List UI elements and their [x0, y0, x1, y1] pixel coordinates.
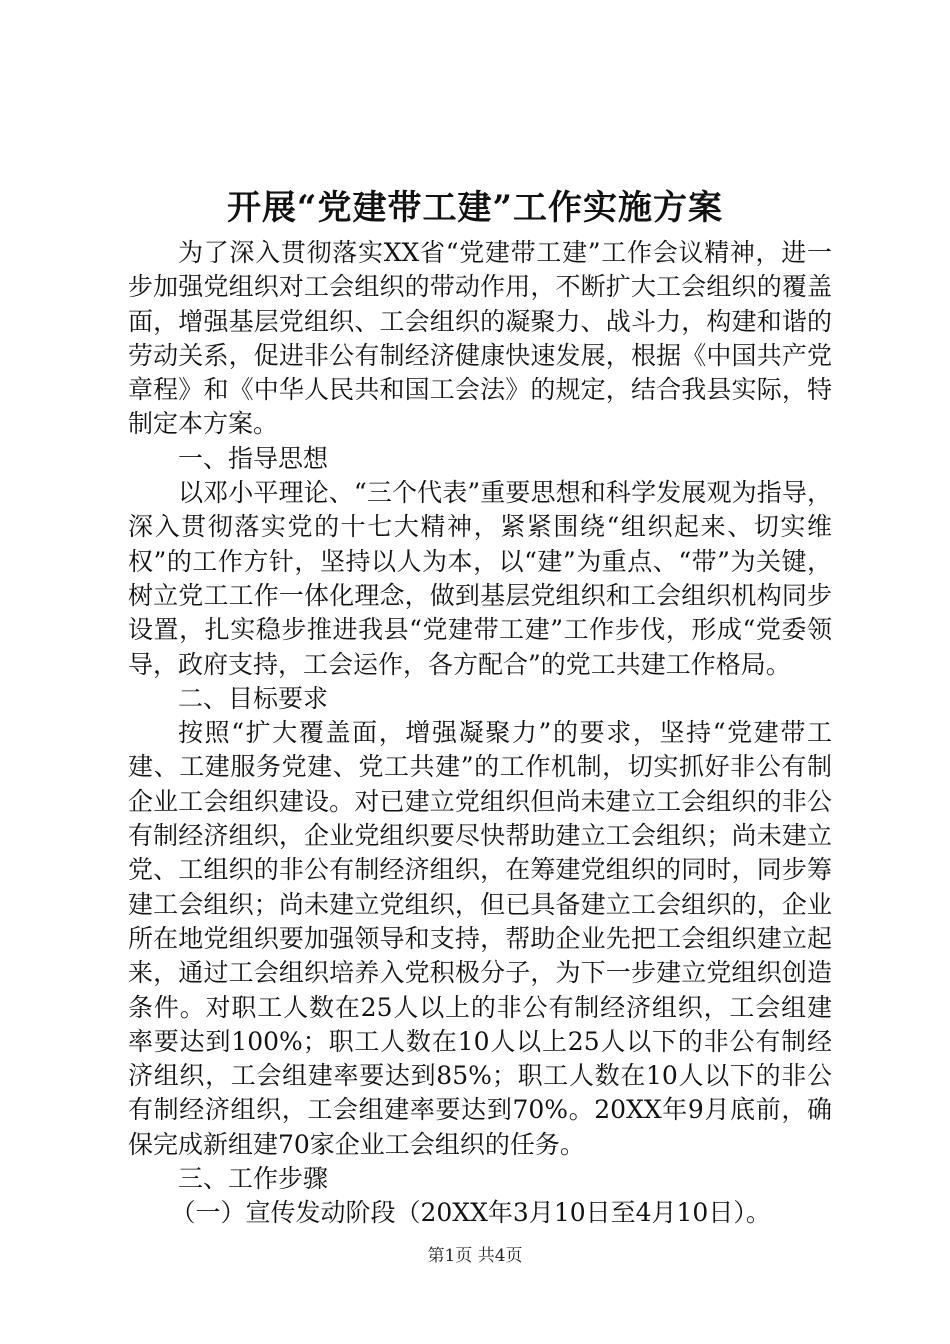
work-step-1-paragraph: （一）宣传发动阶段（20XX年3月10日至4月10日）。: [170, 1198, 771, 1228]
document-body: [128, 236, 832, 1231]
page-number-footer: 第1页 共4页: [427, 1246, 523, 1266]
section-heading-goals: 二、目标要求: [178, 683, 329, 713]
intro-paragraph: 为了深入贯彻落实XX省“党建带工建”工作会议精神，进一步加强党组织对工会组织的带动作用，不断扩大工会组织的覆盖面，增强基层党组织、工会组织的凝聚力、战斗力，构建和谐的劳动关系，促进非公有制经济健康快速发展，根据《中国共产党章程》和《中华人民共和国工会法》的规定，结合我县实际，特制定本方案。: [128, 238, 832, 439]
guiding-ideology-paragraph: 以邓小平理论、“三个代表”重要思想和科学发展观为指导，深入贯彻落实党的十七大精神，紧紧围绕“组织起来、切实维权”的工作方针，坚持以人为本，以“建”为重点、“带”为关键，树立党工工作一体化理念，做到基层党组织和工会组织机构同步设置，扎实稳步推进我县“党建带工建”工作步伐，形成“党委领导，政府支持，工会运作，各方配合”的党工共建工作格局。: [128, 478, 832, 679]
section-heading-guiding-ideology: 一、指导思想: [178, 443, 329, 473]
goals-paragraph: 按照“扩大覆盖面，增强凝聚力”的要求，坚持“党建带工建、工建服务党建、党工共建”的工作机制，切实抓好非公有制企业工会组织建设。对已建立党组织但尚未建立工会组织的非公有制经济组织，企业党组织要尽快帮助建立工会组织；尚未建立党、工组织的非公有制经济组织，在筹建党组织的同时，同步筹建工会组织；尚未建立党组织，但已具备建立工会组织的，企业所在地党组织要加强领导和支持，帮助企业先把工会组织建立起来，通过工会组织培养入党积极分子，为下一步建立党组织创造条件。对职工人数在25人以上的非公有制经济组织，工会组建率要达到100%；职工人数在10人以上25人以下的非公有制经济组织，工会组建率要达到85%；职工人数在10人以下的非公有制经济组织，工会组建率要达到70%。20XX年9月底前，确保完成新组建70家企业工会组织的任务。: [128, 718, 832, 1159]
section-heading-work-steps: 三、工作步骤: [178, 1164, 329, 1194]
document-title: 开展“党建带工建”工作实施方案: [226, 188, 724, 228]
